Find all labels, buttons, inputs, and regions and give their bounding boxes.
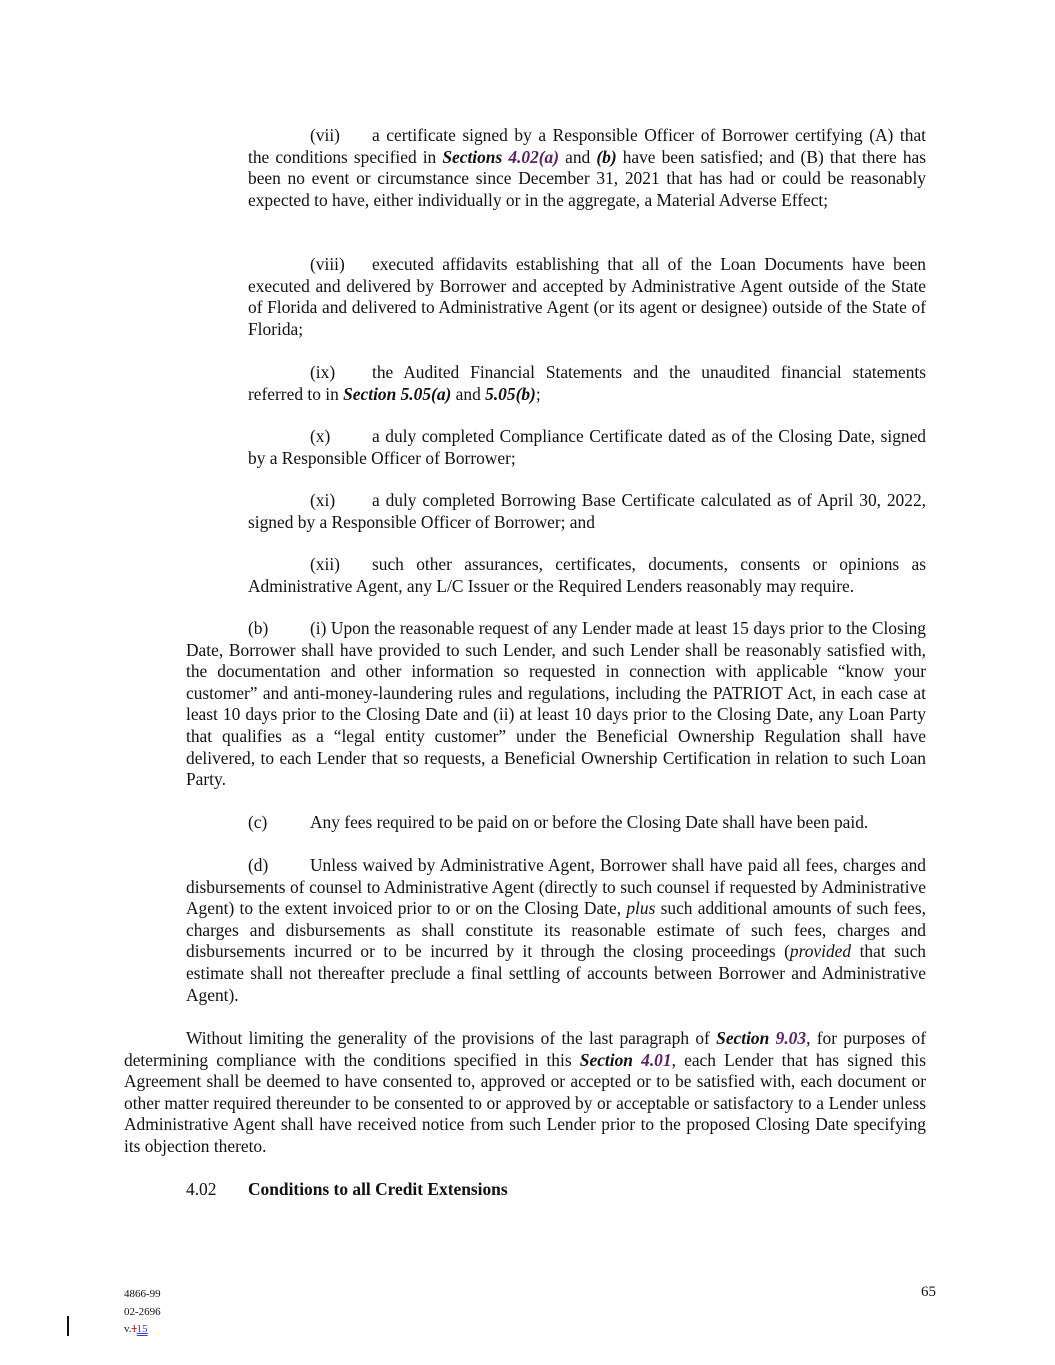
section-link-4-02a[interactable]: 4.02(a) [508, 146, 560, 167]
clause-c: (c) Any fees required to be paid on or before the Closing Date shall have been paid. [248, 812, 869, 832]
section-link-9-03[interactable]: 9.03 [775, 1028, 807, 1048]
item-number: (ix) [310, 362, 336, 382]
item-number: (vii) [310, 125, 340, 145]
clause-b: (b) (i) Upon the reasonable request of any Lender made at least 15 days prior to the Closing Date, Borrower shall have provided to such Lender, and such Lender shall be reasonably satisfied with, the documentation and other information so requested in connection with applicable “know your customer” and anti-money-laundering rules and regulations, including the PATRIOT Act, in each case at least 10 days prior to the Closing Date and (ii) at least 10 days prior to the Closing Date, any Loan Party that qualifies as a “legal entity customer” under the Beneficial Ownership Regulation shall have delivered, to each Lender that so requests, a Beneficial Ownership Certification in relation to such Loan Party. [186, 618, 926, 790]
page-number: 65 [921, 1284, 936, 1300]
deleted-version: 1 [131, 1323, 137, 1335]
section-heading-4-02 [186, 1179, 508, 1201]
clause-number: (d) [248, 855, 269, 875]
clause-d: (d) Unless waived by Administrative Agent, Borrower shall have paid all fees, charges and disbursements of counsel to Administrative Agent (directly to such counsel if requested by Administrative Agent) to the extent invoiced prior to or on the Closing Date, plus such additional amounts of such fees, charges and disbursements as shall constitute its reasonable estimate of such fees, charges and disbursements incurred or to be incurred by it through the closing proceedings (provided that such estimate shall not thereafter preclude a final settling of accounts between Borrower and Administrative Agent). [186, 855, 927, 1005]
inserted-version: 15 [136, 1323, 148, 1335]
list-item-vii: (vii) a certificate signed by a Responsible Officer of Borrower certifying (A) that the conditions specified in Sections 4.02(a) and (b) have been satisfied; and (B) that there has been no event or circumstance since December 31, 2021 that has had or could be reasonably expected to have, either individually or in the aggregate, a Material Adverse Effect; [248, 125, 926, 210]
closing-paragraph: Without limiting the generality of the provisions of the last paragraph of Section 9.03, for purposes of determining compliance with the conditions specified in this Section 4.01, each Lender that has signed this Agreement shall be deemed to have consented to, approved or accepted or to be satisfied with, each document or other matter required thereunder to be consented to or approved by or acceptable or satisfactory to a Lender unless Administrative Agent shall have received notice from such Lender prior to the proposed Closing Date specifying its objection thereto. [124, 1028, 926, 1156]
list-item-x: (x) a duly completed Compliance Certificate dated as of the Closing Date, signed by a Responsible Officer of Borrower; [248, 426, 926, 468]
version-line: v.115 [124, 1323, 148, 1335]
change-bar [67, 1316, 69, 1336]
list-item-viii: (viii) executed affidavits establishing that all of the Loan Documents have been executed and delivered by Borrower and accepted by Administrative Agent outside of the State of Florida and delivered to Administrative Agent (or its agent or designee) outside of the State of Florida; [248, 254, 926, 339]
clause-number: (b) [248, 618, 269, 638]
item-number: (xi) [310, 490, 336, 510]
section-number: 4.02 [186, 1179, 217, 1199]
item-number: (xii) [310, 554, 340, 574]
item-number: (x) [310, 426, 331, 446]
clause-number: (c) [248, 812, 268, 832]
doc-id-line-2: 02-2696 [124, 1305, 161, 1318]
section-title: Conditions to all Credit Extensions [248, 1179, 508, 1199]
list-item-xii: (xii) such other assurances, certificates, documents, consents or opinions as Administrative Agent, any L/C Issuer or the Required Lenders reasonably may require. [248, 554, 926, 596]
list-item-xi: (xi) a duly completed Borrowing Base Certificate calculated as of April 30, 2022, signed by a Responsible Officer of Borrower; and [248, 490, 926, 532]
item-number: (viii) [310, 254, 345, 274]
document-id [124, 1286, 161, 1339]
section-link-4-01[interactable]: 4.01 [641, 1049, 672, 1070]
doc-id-line-1: 4866-99 [124, 1288, 161, 1300]
list-item-ix: (ix) the Audited Financial Statements and the unaudited financial statements referred to in Section 5.05(a) and 5.05(b); [248, 362, 926, 404]
